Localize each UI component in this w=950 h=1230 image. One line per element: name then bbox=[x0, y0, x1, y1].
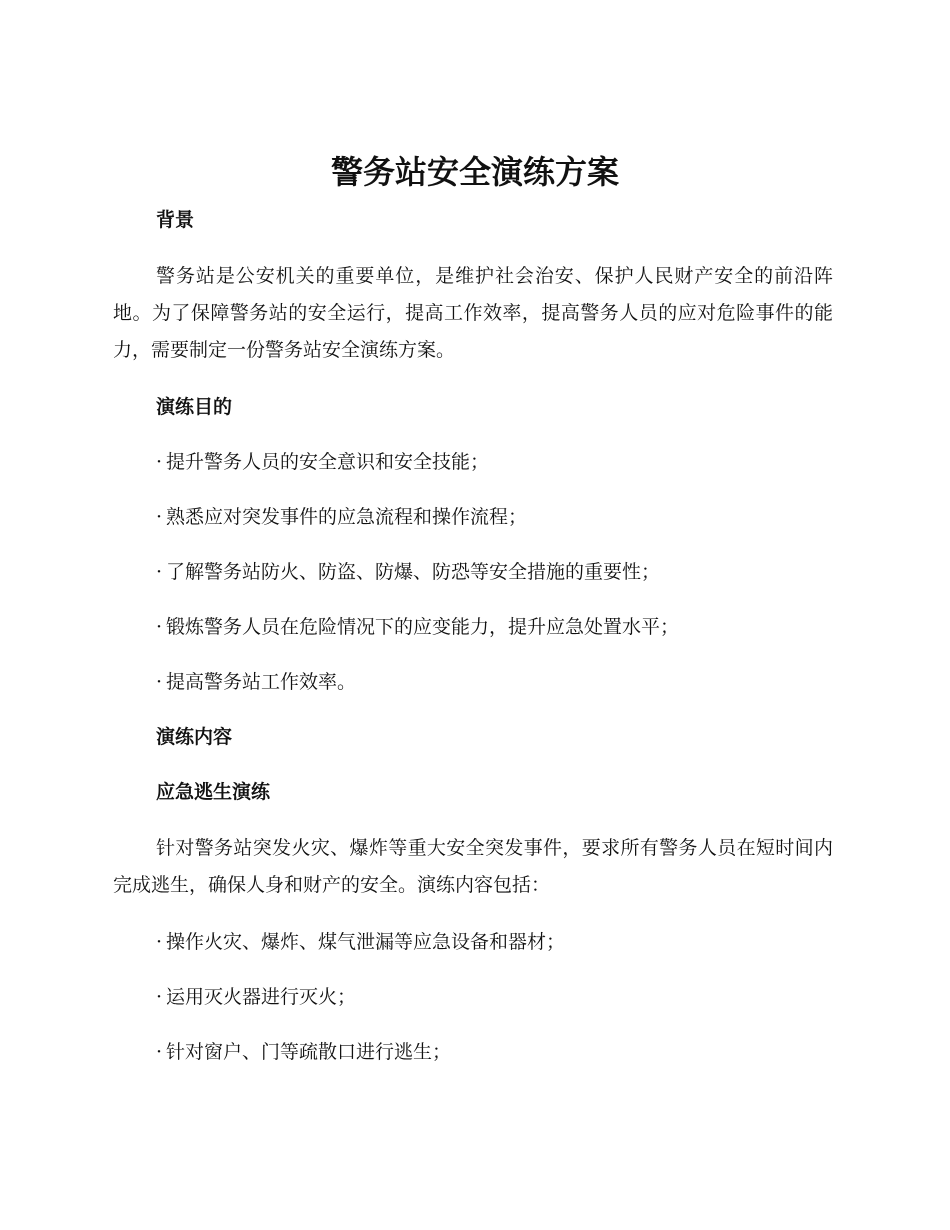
bullet-dot: · bbox=[156, 451, 163, 473]
purpose-bullet-item bbox=[113, 500, 833, 534]
section-heading-content: 演练内容 bbox=[156, 726, 233, 748]
bullet-dot: · bbox=[156, 1041, 163, 1063]
bullet-text: 了解警务站防火、防盗、防爆、防恐等安全措施的重要性； bbox=[166, 561, 661, 583]
bullet-text: 提升警务人员的安全意识和安全技能； bbox=[166, 451, 490, 473]
section-heading-purpose: 演练目的 bbox=[156, 396, 233, 418]
bullet-dot: · bbox=[156, 616, 163, 638]
bullet-text: 操作火灾、爆炸、煤气泄漏等应急设备和器材； bbox=[166, 931, 566, 953]
bullet-text: 针对窗户、门等疏散口进行逃生； bbox=[166, 1041, 452, 1063]
section-heading-background: 背景 bbox=[156, 209, 195, 231]
document-title: 警务站安全演练方案 bbox=[330, 153, 619, 191]
bullet-text: 运用灭火器进行灭火； bbox=[166, 986, 357, 1008]
purpose-bullet-item bbox=[113, 665, 833, 699]
bullet-text: 熟悉应对突发事件的应急流程和操作流程； bbox=[166, 506, 528, 528]
purpose-bullet-item bbox=[113, 610, 833, 644]
bullet-text: 提高警务站工作效率。 bbox=[166, 671, 357, 693]
document-body bbox=[113, 203, 833, 1090]
purpose-bullet-item bbox=[113, 445, 833, 479]
bullet-dot: · bbox=[156, 506, 163, 528]
bullet-dot: · bbox=[156, 931, 163, 953]
escape-bullet-item bbox=[113, 925, 833, 959]
escape-bullet-item bbox=[113, 980, 833, 1014]
escape-paragraph: 针对警务站突发火灾、爆炸等重大安全突发事件，要求所有警务人员在短时间内完成逃生，确保人身和财产的安全。演练内容包括： bbox=[113, 837, 833, 896]
escape-bullet-item bbox=[113, 1035, 833, 1069]
subsection-heading-escape: 应急逃生演练 bbox=[156, 781, 271, 803]
bullet-text: 锻炼警务人员在危险情况下的应变能力，提升应急处置水平； bbox=[166, 616, 680, 638]
background-paragraph: 警务站是公安机关的重要单位，是维护社会治安、保护人民财产安全的前沿阵地。为了保障警务站的安全运行，提高工作效率，提高警务人员的应对危险事件的能力，需要制定一份警务站安全演练方案。 bbox=[113, 265, 833, 361]
bullet-dot: · bbox=[156, 986, 163, 1008]
bullet-dot: · bbox=[156, 671, 163, 693]
purpose-bullet-item bbox=[113, 555, 833, 589]
bullet-dot: · bbox=[156, 561, 163, 583]
